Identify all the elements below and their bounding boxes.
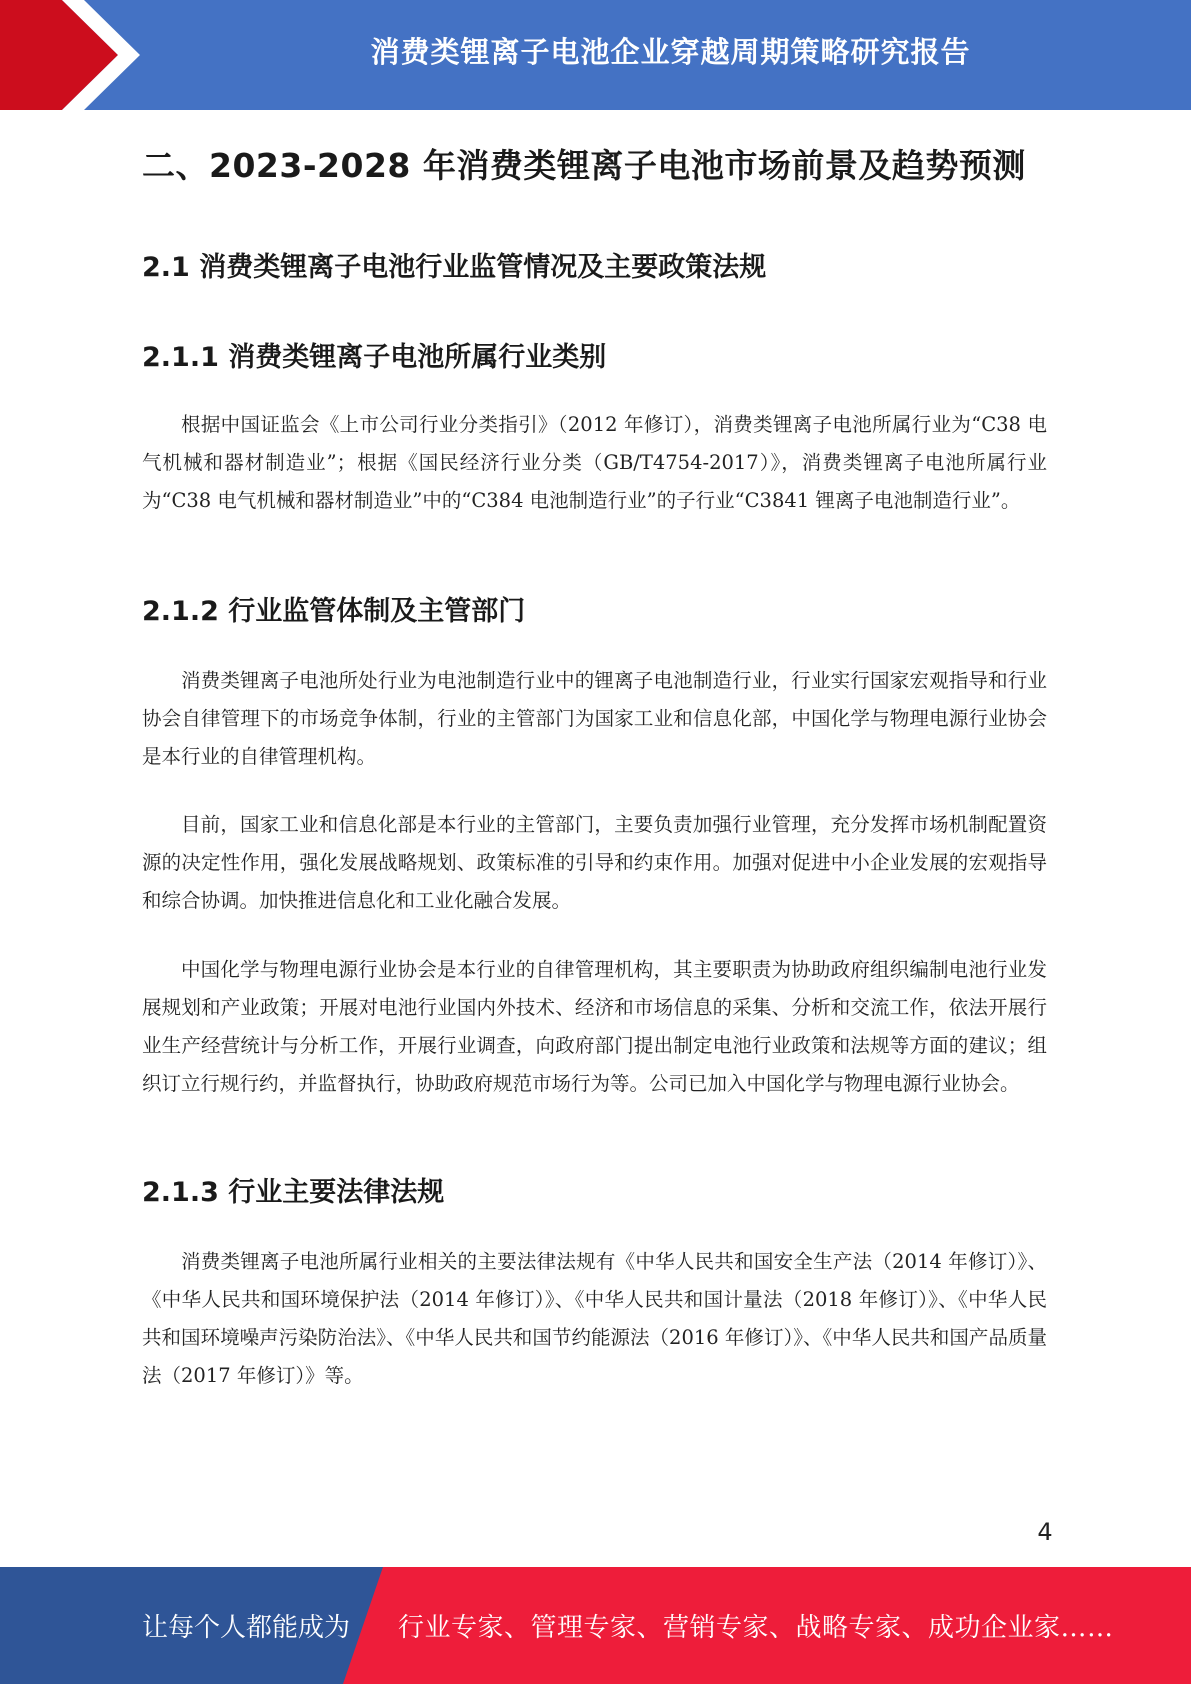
report-footer — [0, 1567, 1191, 1684]
chapter-title: 二、2023-2028 年消费类锂离子电池市场前景及趋势预测 — [142, 146, 1026, 185]
subsection-title-2-1-3: 2.1.3 行业主要法律法规 — [142, 1177, 445, 1208]
paragraph-ministry-role: 目前，国家工业和信息化部是本行业的主管部门，主要负责加强行业管理，充分发挥市场机制配置资源的决定性作用，强化发展战略规划、政策标准的引导和约束作用。加强对促进中小企业发展的宏观指导和综合协调。加快推进信息化和工业化融合发展。 — [142, 813, 1047, 912]
page-number: 4 — [1037, 1518, 1053, 1546]
header-chevron-decoration — [0, 0, 150, 110]
subsection-title-2-1-1: 2.1.1 消费类锂离子电池所属行业类别 — [142, 342, 607, 373]
paragraph-regulatory-system: 消费类锂离子电池所处行业为电池制造行业中的锂离子电池制造行业，行业实行国家宏观指导和行业协会自律管理下的市场竞争体制，行业的主管部门为国家工业和信息化部，中国化学与物理电源行业协会是本行业的自律管理机构。 — [142, 669, 1047, 768]
paragraph-industry-category: 根据中国证监会《上市公司行业分类指引》（2012 年修订），消费类锂离子电池所属行业为“C38 电气机械和器材制造业”；根据《国民经济行业分类（GB/T4754-2017）》，消费类锂离子电池所属行业为“C38 电气机械和器材制造业”中的“C384 电池制造行业”的子行业“C3841 锂离子电池制造行业”。 — [142, 413, 1047, 512]
paragraph-association-role: 中国化学与物理电源行业协会是本行业的自律管理机构，其主要职责为协助政府组织编制电池行业发展规划和产业政策；开展对电池行业国内外技术、经济和市场信息的采集、分析和交流工作，依法开展行业生产经营统计与分析工作，开展行业调查，向政府部门提出制定电池行业政策和法规等方面的建议；组织订立行规行约，并监督执行，协助政府规范市场行为等。公司已加入中国化学与物理电源行业协会。 — [142, 958, 1047, 1095]
footer-slogan-right: 行业专家、管理专家、营销专家、战略专家、成功企业家…… — [398, 1613, 1114, 1643]
paragraph-laws-regulations: 消费类锂离子电池所属行业相关的主要法律法规有《中华人民共和国安全生产法（2014 年修订）》、《中华人民共和国环境保护法（2014 年修订）》、《中华人民共和国计量法（2018 年修订）》、《中华人民共和国环境噪声污染防治法》、《中华人民共和国节约能源法（2016 年修订）》、《中华人民共和国产品质量法（2017 年修订）》等。 — [142, 1250, 1047, 1387]
report-header — [0, 0, 1191, 110]
section-title: 2.1 消费类锂离子电池行业监管情况及主要政策法规 — [142, 252, 767, 283]
subsection-title-2-1-2: 2.1.2 行业监管体制及主管部门 — [142, 596, 526, 627]
footer-slogan-left: 让每个人都能成为 — [142, 1613, 351, 1643]
report-title: 消费类锂离子电池企业穿越周期策略研究报告 — [370, 34, 971, 69]
